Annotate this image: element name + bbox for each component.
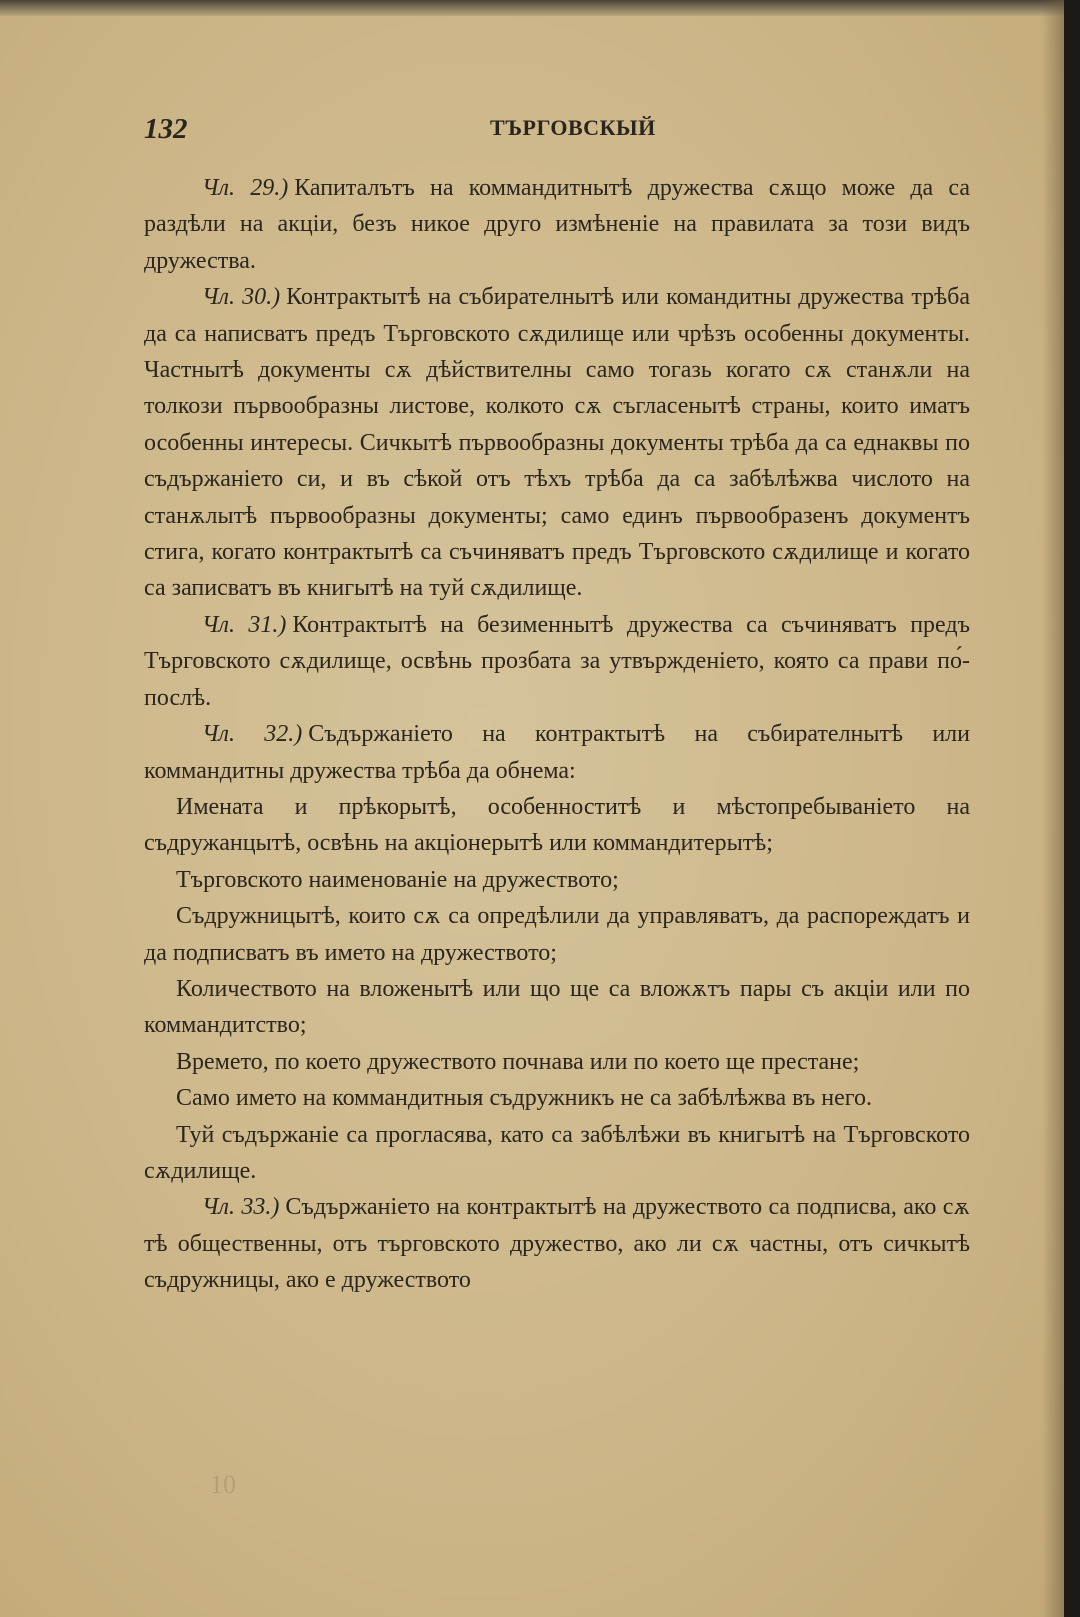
list-item: Търговското наименованіе на дружеството; <box>176 866 619 893</box>
article-text: Съдържаніето на контрактытѣ на дружеството са подписва, ако сѫ тѣ общественны, отъ търговското дружество, ако ли сѫ частны, отъ сичкытѣ съдружницы, ако е дружеството <box>144 1194 970 1294</box>
list-item: Съдружницытѣ, които сѫ са опредѣлили да управляватъ, да распореждатъ и да подписватъ въ името на дружеството; <box>144 903 970 966</box>
article-number: Чл. 30.) <box>202 284 281 311</box>
article-number: Чл. 31.) <box>202 611 287 638</box>
article-33 <box>144 1189 970 1298</box>
article-text: Контрактытѣ на събирателнытѣ или командитны дружества трѣба да са написватъ предъ Търговското сѫдилище или чрѣзъ особенны документы. Частнытѣ документы сѫ дѣйствителны само тогазь когато сѫ станѫли на толкози първообразны листове, колкото сѫ съгласенытѣ страны, които иматъ особенны интересы. Сичкытѣ първообразны документы трѣба да са еднаквы по съдържаніето си, и въ сѣкой отъ тѣхъ трѣба да са забѣлѣжва числото на станѫлытѣ първообразны документы; само единъ първообразенъ документъ стига, когато контрактытѣ са съчиняватъ предъ Търговското сѫдилище и когато са записватъ въ книгытѣ на туй сѫдилище. <box>144 284 970 602</box>
article-number: Чл. 33.) <box>202 1194 280 1221</box>
article-text: Контрактытѣ на безименнытѣ дружества са съчиняватъ предъ Търговското сѫдилище, освѣнь прозбата за утвържденіето, която са прави по́-послѣ. <box>144 611 970 711</box>
list-item: Само името на коммандитныя съдружникъ не са забѣлѣжва въ него. <box>176 1085 873 1112</box>
page-top-edge <box>0 0 1064 16</box>
article-30 <box>144 279 970 607</box>
list-item: Количеството на вложенытѣ или що ще са вложѫтъ пары съ акціи или по коммандитство; <box>144 975 970 1039</box>
page-right-edge <box>1042 0 1064 1617</box>
list-item: Времето, по което дружеството почнава или по което ще престане; <box>176 1048 860 1075</box>
article-text: Съдържаніето на контрактытѣ на събирателнытѣ или коммандитны дружества трѣба да обнема: <box>144 721 970 784</box>
article-29 <box>144 170 970 279</box>
body-text <box>144 170 970 1299</box>
article-number: Чл. 32.) <box>202 721 303 748</box>
running-head: ТЪРГОВСКЫЙ <box>490 115 656 140</box>
page-header <box>144 113 964 153</box>
article-32 <box>144 716 970 789</box>
faint-stamp: 10 <box>210 1470 236 1499</box>
article-number: Чл. 29.) <box>202 175 289 201</box>
page-number: 132 <box>144 113 188 145</box>
list-item: Туй съдържаніе са прогласява, като са забѣлѣжи въ книгытѣ на Търговското сѫдилище. <box>144 1121 970 1184</box>
article-text: Капиталътъ на коммандитнытѣ дружества сѫщо може да са раздѣли на акціи, безъ никое друго измѣненіе на правилата за този видъ дружества. <box>144 175 970 274</box>
article-31 <box>144 607 970 716</box>
list-item: Имената и прѣкорытѣ, особенноститѣ и мѣстопребываніето на съдружанцытѣ, освѣнь на акціонерытѣ или коммандитерытѣ; <box>144 793 970 857</box>
